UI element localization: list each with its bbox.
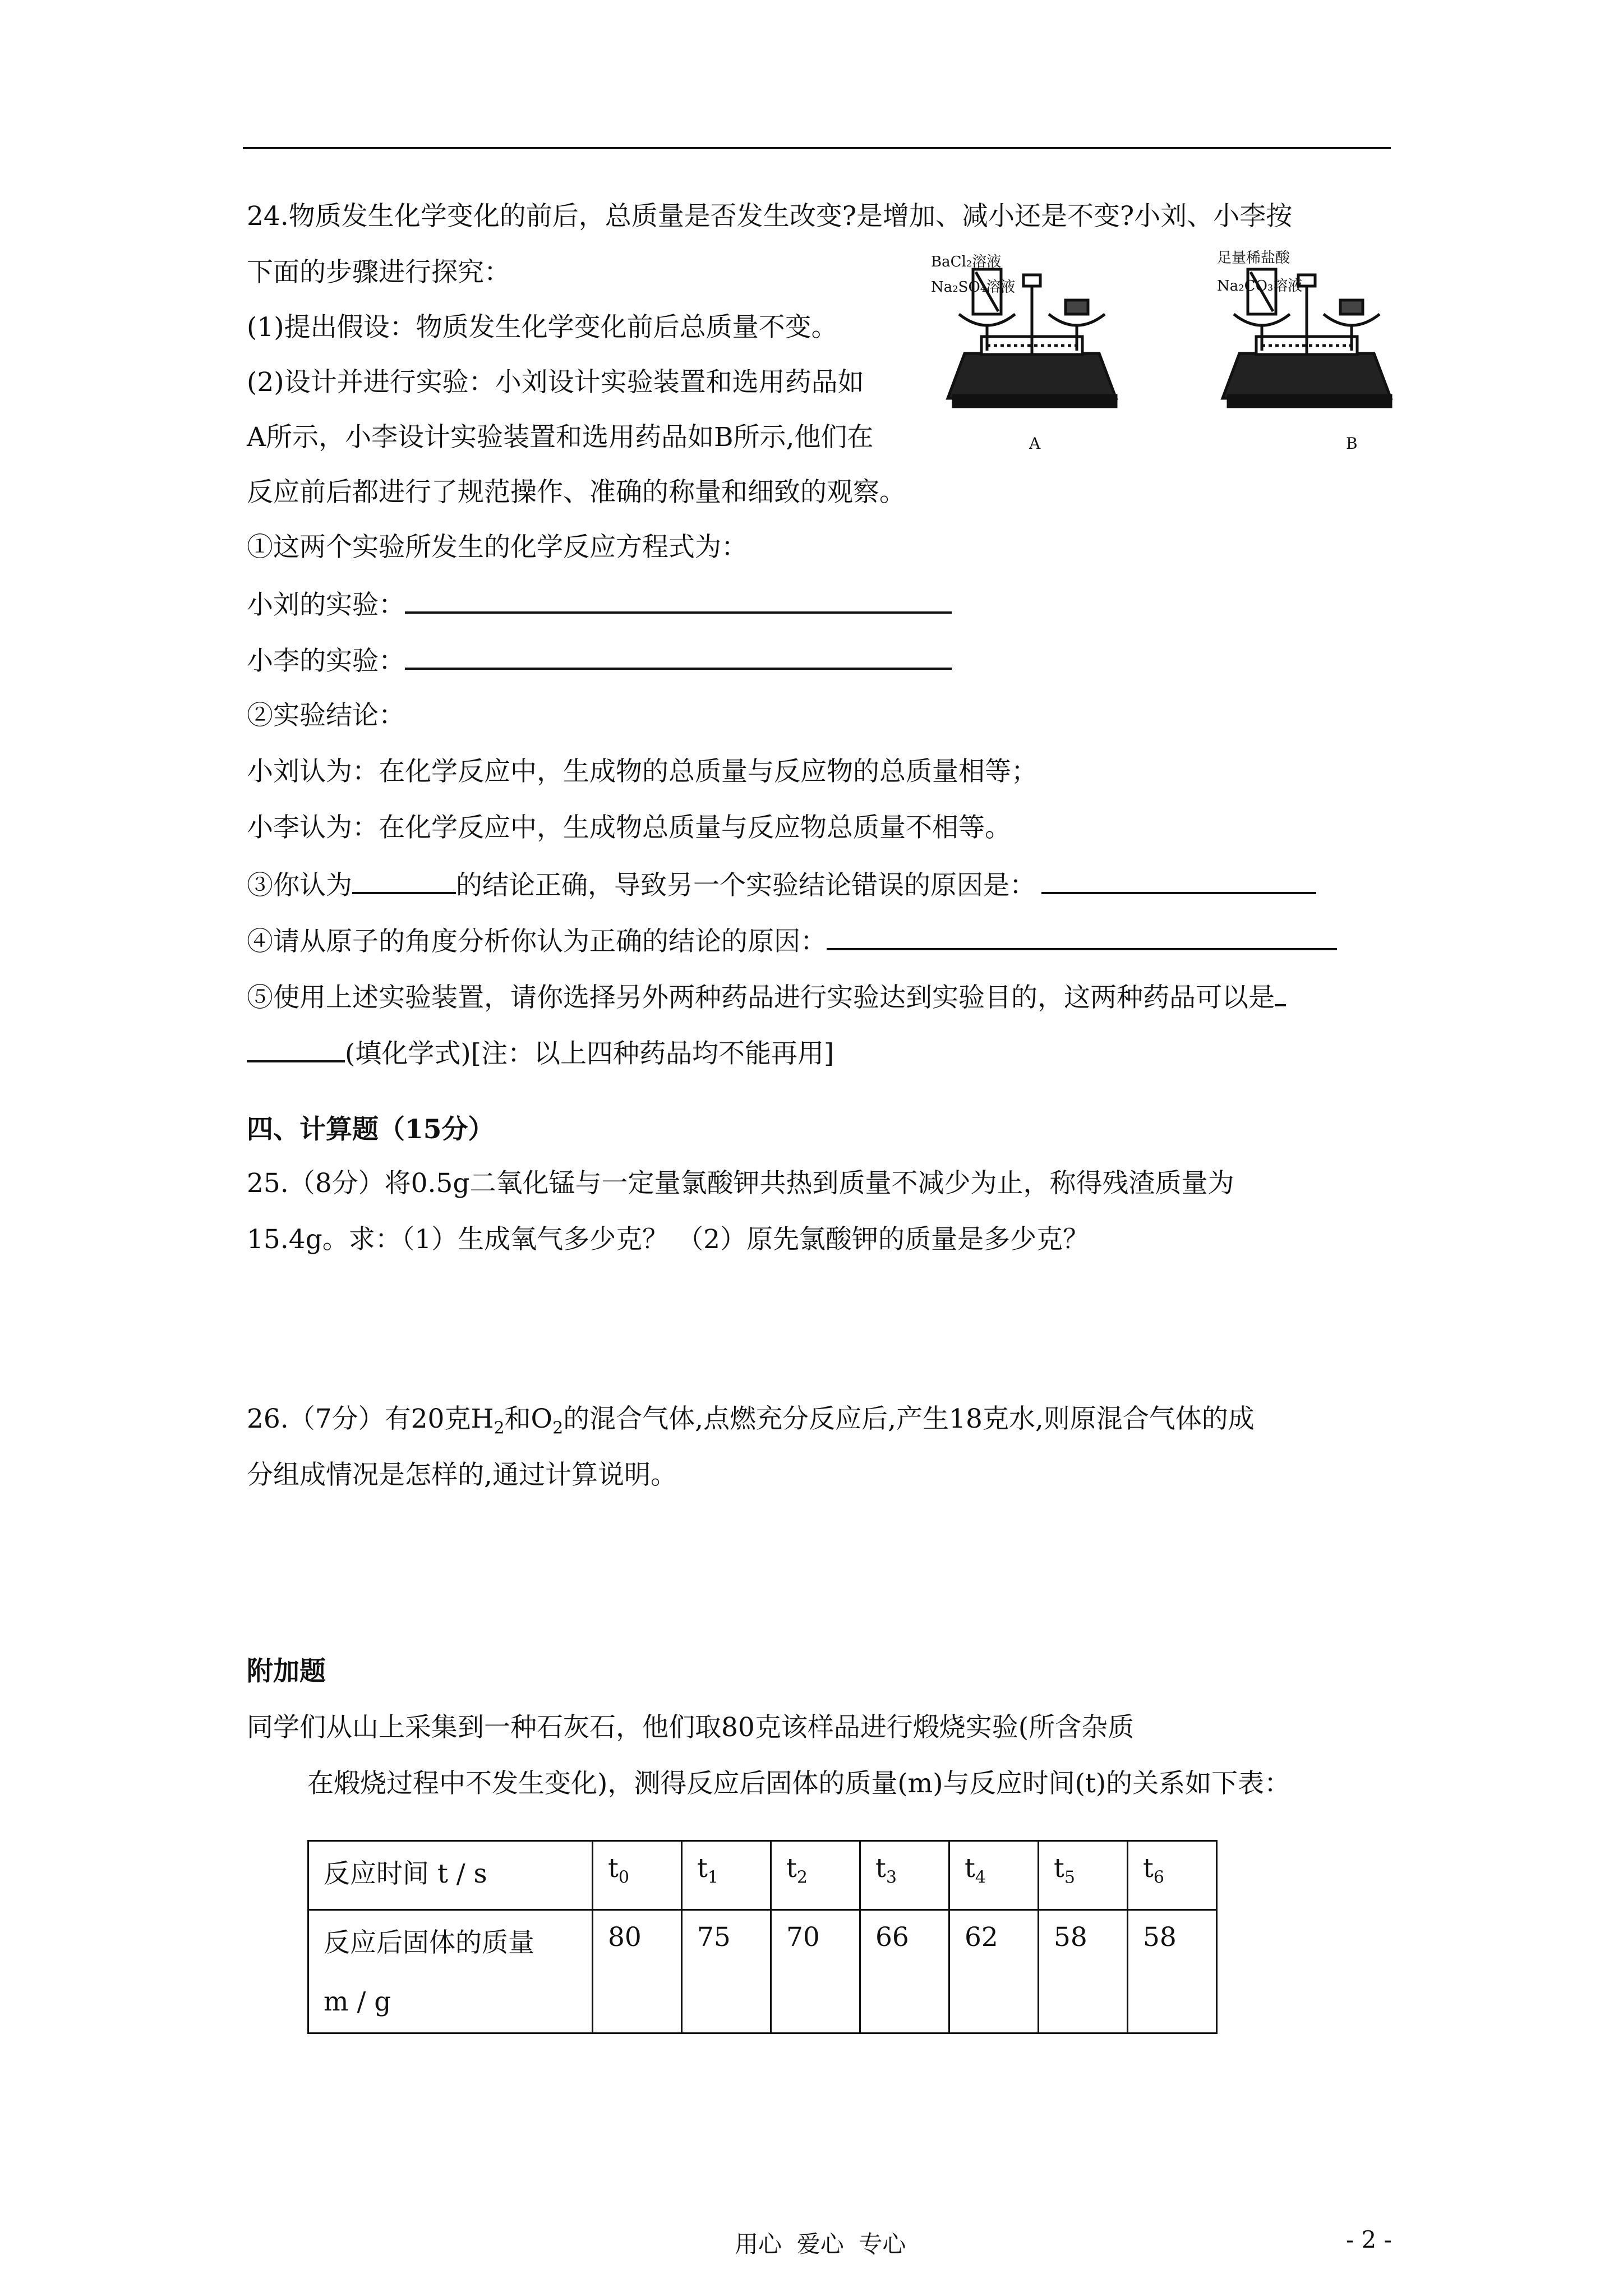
mass-cell: 58 bbox=[1128, 1910, 1217, 2033]
atom-analysis-blank[interactable] bbox=[827, 923, 1337, 950]
liu-experiment-label: 小刘的实验： bbox=[247, 590, 405, 620]
time-cell bbox=[771, 1841, 860, 1910]
liu-equation-blank[interactable] bbox=[405, 587, 952, 614]
mass-cell: 66 bbox=[860, 1910, 949, 2033]
q24-question-3 bbox=[247, 867, 1316, 903]
time-cell bbox=[860, 1841, 949, 1910]
reagents-blank-start[interactable] bbox=[1275, 979, 1286, 1006]
reagents-blank[interactable] bbox=[247, 1036, 345, 1062]
time-subscript: 5 bbox=[1064, 1867, 1075, 1888]
q26-line-2: 分组成情况是怎样的,通过计算说明。 bbox=[247, 1460, 677, 1490]
balance-a-label: A bbox=[1029, 434, 1041, 453]
q24-equation-prompt: ①这两个实验所发生的化学反应方程式为： bbox=[247, 532, 748, 563]
time-subscript: 6 bbox=[1153, 1867, 1164, 1888]
q24-li-view: 小李认为：在化学反应中，生成物总质量与反应物总质量不相等。 bbox=[247, 812, 1011, 843]
time-symbol: t bbox=[786, 1853, 797, 1884]
q24-hypothesis: (1)提出假设：物质发生化学变化前后总质量不变。 bbox=[247, 312, 838, 343]
extra-heading: 附加题 bbox=[247, 1656, 326, 1687]
q26-text-3: 的混合气体,点燃充分反应后,产生18克水,则原混合气体的成 bbox=[563, 1404, 1255, 1434]
q4-text: ④请从原子的角度分析你认为正确的结论的原因： bbox=[247, 926, 827, 957]
q24-li-experiment bbox=[247, 643, 952, 678]
time-cell bbox=[1039, 1841, 1128, 1910]
mass-row bbox=[308, 1910, 1217, 2033]
section-4-heading: 四、计算题（15分） bbox=[247, 1114, 495, 1145]
li-equation-blank[interactable] bbox=[405, 643, 952, 670]
mass-cell: 75 bbox=[682, 1910, 771, 2033]
q5-text-a: ⑤使用上述实验装置，请你选择另外两种药品进行实验达到实验目的，这两种药品可以是 bbox=[247, 982, 1275, 1013]
extra-line-1: 同学们从山上采集到一种石灰石，他们取80克该样品进行煅烧实验(所含杂质 bbox=[247, 1712, 1135, 1743]
time-subscript: 3 bbox=[886, 1867, 897, 1888]
mass-header-line-2: m / g bbox=[324, 1986, 391, 2017]
time-subscript: 4 bbox=[975, 1867, 986, 1888]
error-reason-blank[interactable] bbox=[1041, 867, 1316, 894]
q24-intro-line-2: 下面的步骤进行探究： bbox=[247, 257, 510, 288]
mass-cell: 80 bbox=[593, 1910, 682, 2033]
q26-line-1 bbox=[247, 1402, 1255, 1445]
page-number: - 2 - bbox=[1346, 2226, 1392, 2253]
li-experiment-label: 小李的实验： bbox=[247, 646, 405, 677]
q25-line-2: 15.4g。求：（1）生成氧气多少克？ （2）原先氯酸钾的质量是多少克？ bbox=[247, 1224, 1089, 1255]
time-cell bbox=[593, 1841, 682, 1910]
q3-text-b: 的结论正确，导致另一个实验结论错误的原因是： bbox=[456, 870, 1036, 901]
mass-cell: 62 bbox=[949, 1910, 1039, 2033]
q24-design-line-2: A所示，小李设计实验装置和选用药品如B所示,他们在 bbox=[247, 422, 874, 453]
extra-line-2: 在煅烧过程中不发生变化)，测得反应后固体的质量(m)与反应时间(t)的关系如下表： bbox=[307, 1768, 1291, 1799]
q24-design-line-1: (2)设计并进行实验：小刘设计实验装置和选用药品如 bbox=[247, 367, 864, 398]
balance-a-reagent-1: BaCl₂溶液 bbox=[931, 254, 1002, 270]
time-symbol: t bbox=[1143, 1853, 1154, 1884]
time-subscript: 2 bbox=[796, 1867, 808, 1888]
mass-cell: 70 bbox=[771, 1910, 860, 2033]
time-subscript: 1 bbox=[707, 1867, 718, 1888]
time-cell bbox=[682, 1841, 771, 1910]
q24-question-4 bbox=[247, 923, 1337, 959]
mass-cell: 58 bbox=[1039, 1910, 1128, 2033]
time-symbol: t bbox=[608, 1853, 619, 1884]
balance-a-reagent-2: Na₂SO₄溶液 bbox=[931, 279, 1016, 296]
time-subscript: 0 bbox=[618, 1867, 629, 1888]
q24-liu-experiment bbox=[247, 587, 952, 622]
q24-liu-view: 小刘认为：在化学反应中，生成物的总质量与反应物的总质量相等； bbox=[247, 756, 1038, 787]
time-header-cell: 反应时间 t / s bbox=[308, 1841, 593, 1910]
h2-subscript: 2 bbox=[494, 1418, 505, 1438]
time-symbol: t bbox=[697, 1853, 708, 1884]
mass-header-cell bbox=[308, 1910, 593, 2033]
time-cell bbox=[949, 1841, 1039, 1910]
balance-b-reagent-2: Na₂CO₃溶液 bbox=[1217, 278, 1303, 295]
time-symbol: t bbox=[965, 1853, 975, 1884]
header-rule bbox=[243, 147, 1391, 149]
mass-header-line-1: 反应后固体的质量 bbox=[324, 1927, 534, 1958]
footer-slogan: 用心 爱心 专心 bbox=[735, 2230, 906, 2258]
mass-time-table bbox=[307, 1840, 1218, 2034]
time-symbol: t bbox=[1054, 1853, 1064, 1884]
correct-conclusion-blank[interactable] bbox=[352, 867, 456, 894]
q3-text-a: ③你认为 bbox=[247, 870, 352, 901]
q26-text-1: 26.（7分）有20克H bbox=[247, 1404, 494, 1434]
time-symbol: t bbox=[875, 1853, 886, 1884]
balance-b-label: B bbox=[1346, 434, 1358, 453]
balance-b-reagent-1: 足量稀盐酸 bbox=[1217, 250, 1290, 266]
q26-text-2: 和O bbox=[504, 1404, 553, 1434]
balance-experiment-figure bbox=[931, 247, 1436, 460]
time-cell bbox=[1128, 1841, 1217, 1910]
q24-question-5 bbox=[247, 979, 1286, 1015]
q24-design-line-3: 反应前后都进行了规范操作、准确的称量和细致的观察。 bbox=[247, 477, 906, 508]
o2-subscript: 2 bbox=[552, 1418, 564, 1438]
q24-question-5-cont bbox=[247, 1036, 834, 1071]
time-row bbox=[308, 1841, 1217, 1910]
q5-text-b: (填化学式)[注：以上四种药品均不能再用] bbox=[345, 1038, 834, 1069]
q24-conclusion-label: ②实验结论： bbox=[247, 700, 405, 731]
q25-line-1: 25.（8分）将0.5g二氧化锰与一定量氯酸钾共热到质量不减少为止，称得残渣质量为 bbox=[247, 1168, 1234, 1199]
q24-intro-line-1: 24.物质发生化学变化的前后，总质量是否发生改变?是增加、减小还是不变?小刘、小李按 bbox=[247, 201, 1293, 232]
